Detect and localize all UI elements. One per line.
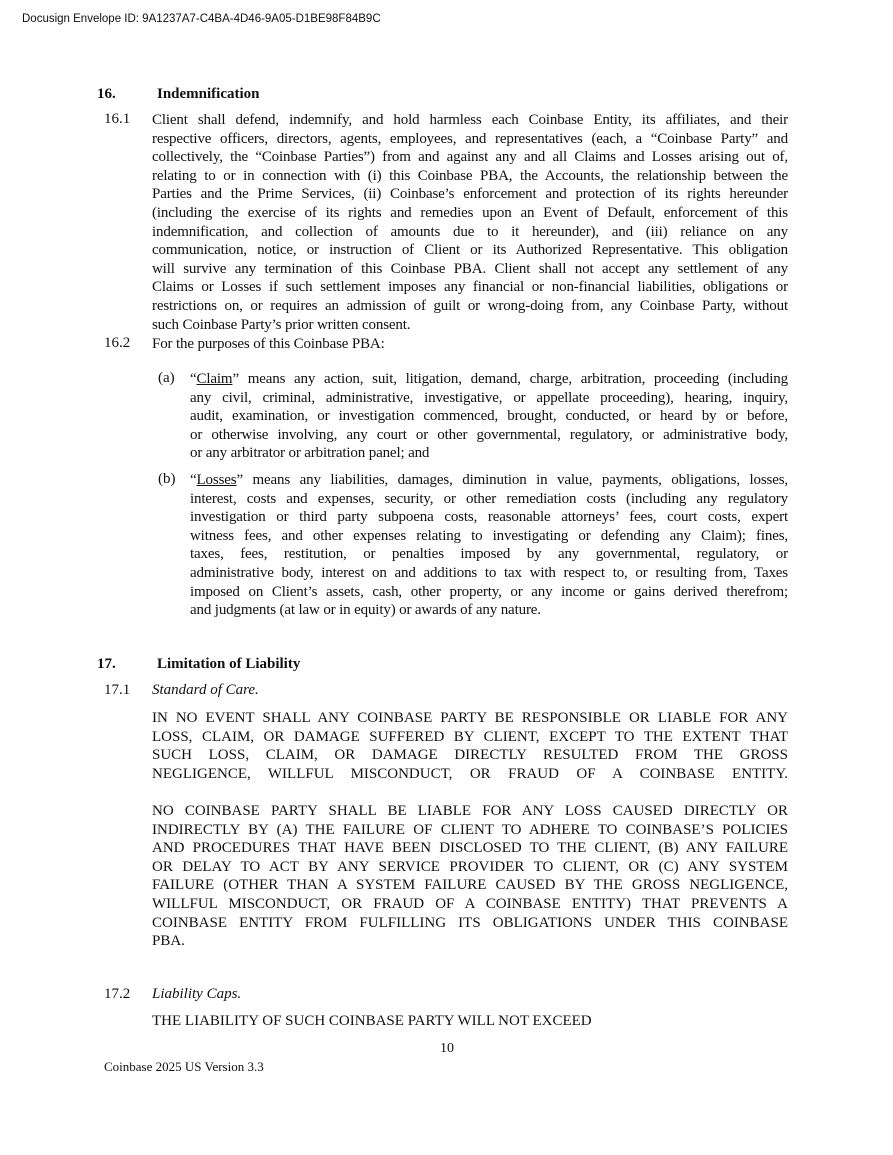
text-line: or otherwise involving, any court or other governmental, regulatory, or administrative body,	[190, 426, 788, 443]
text-line: any civil, criminal, administrative, investigative, or appellate proceeding), hearing, inquiry,	[190, 389, 788, 406]
text-line: administrative body, interest on and additions to tax with respect to, or resulting from, Taxes	[190, 564, 788, 581]
subclause-b-label: (b)	[158, 471, 176, 487]
text-line: imposed on Client’s assets, cash, other property, or any income or gains derived therefrom;	[190, 583, 788, 600]
text-line: LOSS, CLAIM, OR DAMAGE SUFFERED BY CLIENT, EXCEPT TO THE EXTENT THAT	[152, 728, 788, 745]
clause-16-1-number: 16.1	[104, 111, 131, 127]
text-line: (including the exercise of its rights and remedies upon an Event of Default, enforcement of this	[152, 204, 788, 221]
text-line: and judgments (at law or in equity) or awards of any nature.	[190, 602, 541, 619]
document-version-footer: Coinbase 2025 US Version 3.3	[104, 1059, 264, 1074]
section-16-title: Indemnification	[157, 86, 260, 102]
text-line: indemnification, and collection of amounts due to it hereunder), and (iii) reliance on any	[152, 223, 788, 240]
subclause-a-label: (a)	[158, 370, 175, 386]
text-line: OR DELAY TO ACT BY ANY SERVICE PROVIDER TO CLIENT, OR (C) ANY SYSTEM	[152, 858, 788, 875]
text-line: such Coinbase Party’s prior written consent.	[152, 316, 411, 333]
open-quote: “	[190, 371, 197, 387]
claim-definition	[190, 370, 788, 463]
text-line: taxes, fees, restitution, or penalties imposed by any governmental, regulatory, or	[190, 546, 788, 563]
text-line: relating to or in connection with (i) this Coinbase PBA, the Accounts, the relationship between the	[152, 167, 788, 184]
text-line: will survive any termination of this Coinbase PBA. Client shall not accept any settlement of any	[152, 260, 788, 277]
text-line: IN NO EVENT SHALL ANY COINBASE PARTY BE RESPONSIBLE OR LIABLE FOR ANY	[152, 710, 788, 726]
defined-term-losses: Losses	[196, 472, 237, 488]
text-line: communication, notice, or instruction of Client or its Authorized Representative. This obligation	[152, 242, 788, 259]
text-line: collectively, the “Coinbase Parties”) from and against any and all Claims and Losses arising out of,	[152, 149, 788, 166]
text-line: WILLFUL MISCONDUCT, OR FRAUD OF A COINBASE ENTITY) THAT PREVENTS A	[152, 895, 788, 912]
page-number: 10	[440, 1041, 454, 1056]
text-line: respective officers, directors, agents, employees, and representatives (each, a “Coinbase Party” and	[152, 130, 788, 147]
clause-16-2-intro	[152, 335, 788, 354]
liability-caps-text: THE LIABILITY OF SUCH COINBASE PARTY WILL NOT EXCEED	[152, 1013, 592, 1029]
text-line: COINBASE ENTITY FROM FULFILLING ITS OBLIGATIONS UNDER THIS COINBASE	[152, 914, 788, 931]
clause-17-2-subtitle: Liability Caps.	[152, 986, 242, 1002]
text-line: Claims or Losses if such settlement imposes any financial or non-financial liabilities, obligations or	[152, 279, 788, 296]
section-16-number: 16.	[97, 86, 116, 102]
text-line: NEGLIGENCE, WILLFUL MISCONDUCT, OR FRAUD OF A COINBASE ENTITY.	[152, 765, 788, 782]
clause-17-1-subtitle: Standard of Care.	[152, 682, 259, 698]
text-line: Parties and the Prime Services, (ii) Coinbase’s enforcement and protection of its rights hereunder	[152, 186, 788, 203]
text-line: SUCH LOSS, CLAIM, OR DAMAGE DIRECTLY RESULTED FROM THE GROSS	[152, 747, 788, 764]
text-line: restrictions on, or requires an admission of guilt or wrong-doing from, any Coinbase Party, without	[152, 297, 788, 314]
definition-text: ” means any liabilities, damages, diminution in value, payments, obligations, losses,	[236, 472, 788, 488]
text-line: Client shall defend, indemnify, and hold harmless each Coinbase Entity, its affiliates, and their	[152, 112, 788, 128]
open-quote: “	[190, 472, 197, 488]
clause-17-2-number: 17.2	[104, 986, 131, 1002]
standard-of-care-paragraph-2	[152, 802, 788, 951]
losses-definition	[190, 471, 788, 620]
text-line: witness fees, and other expenses relating to investigating or defending any Claim); fines,	[190, 527, 788, 544]
text-line: INDIRECTLY BY (A) THE FAILURE OF CLIENT TO ADHERE TO COINBASE’S POLICIES	[152, 821, 788, 838]
section-17-number: 17.	[97, 656, 116, 672]
section-17-title: Limitation of Liability	[157, 656, 301, 672]
text-line: FAILURE (OTHER THAN A SYSTEM FAILURE CAUSED BY THE GROSS NEGLIGENCE,	[152, 877, 788, 894]
definition-text: ” means any action, suit, litigation, demand, charge, arbitration, proceeding (including	[232, 371, 788, 387]
text-line: investigation or third party subpoena costs, reasonable attorneys’ fees, court costs, expert	[190, 509, 788, 526]
text-line	[190, 370, 788, 389]
text-line: PBA.	[152, 933, 185, 950]
clause-16-2-number: 16.2	[104, 335, 131, 351]
text-line: audit, examination, or investigation commenced, brought, conducted, or heard by or before,	[190, 408, 788, 425]
text-line	[190, 471, 788, 490]
text-line: AND PROCEDURES THAT HAVE BEEN DISCLOSED TO THE CLIENT, (B) ANY FAILURE	[152, 840, 788, 857]
text-line: or any arbitrator or arbitration panel; and	[190, 445, 430, 462]
docusign-envelope-id: Docusign Envelope ID: 9A1237A7-C4BA-4D46-9A05-D1BE98F84B9C	[22, 13, 381, 25]
standard-of-care-paragraph-1	[152, 709, 788, 783]
text-line: For the purposes of this Coinbase PBA:	[152, 336, 385, 352]
clause-17-1-number: 17.1	[104, 682, 131, 698]
text-line: NO COINBASE PARTY SHALL BE LIABLE FOR ANY LOSS CAUSED DIRECTLY OR	[152, 803, 788, 819]
defined-term-claim: Claim	[196, 371, 233, 387]
clause-16-1-text	[152, 111, 788, 334]
text-line: interest, costs and expenses, security, or other remediation costs (including any regulatory	[190, 490, 788, 507]
